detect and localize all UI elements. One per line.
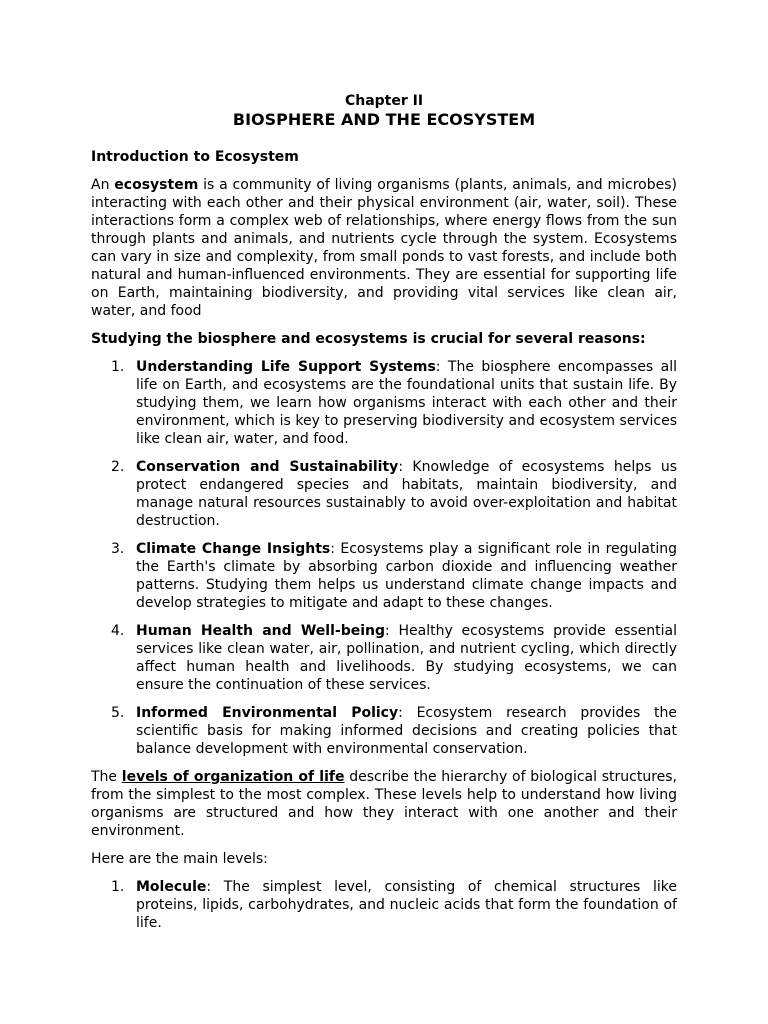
- list-item-title: Climate Change Insights: [136, 541, 331, 557]
- levels-paragraph: [91, 768, 677, 840]
- list-number: 1.: [111, 879, 125, 895]
- intro-term: ecosystem: [114, 177, 199, 193]
- list-item-text: : Ecosystem research provides the scientific basis for making informed decisions and creating policies that balance development with environmental conservation.: [136, 705, 677, 757]
- list-item: [91, 622, 677, 694]
- list-item-title: Conservation and Sustainability: [136, 459, 399, 475]
- list-item: [91, 878, 677, 932]
- list-item-text: : Healthy ecosystems provide essential services like clean water, air, pollination, and nutrient cycling, which directly affect human health and livelihoods. By studying ecosystems, we can ensure the continuation of these services.: [136, 623, 678, 693]
- list-number: 2.: [111, 459, 125, 475]
- levels-text-rest: describe the hierarchy of biological structures, from the simplest to the most complex. These levels help to understand how living organisms are structured and how they interact with one another and their environment.: [91, 769, 678, 839]
- list-number: 4.: [111, 623, 125, 639]
- levels-term: levels of organization of life: [121, 769, 345, 785]
- levels-text-start: The: [91, 769, 122, 785]
- list-item-text: : The simplest level, consisting of chemical structures like proteins, lipids, carbohydrates, and nucleic acids that form the foundation of life.: [136, 879, 677, 931]
- list-item: [91, 358, 677, 448]
- list-number: 3.: [111, 541, 125, 557]
- list-number: 1.: [111, 359, 125, 375]
- list-item-text: : Knowledge of ecosystems helps us protect endangered species and habitats, maintain biodiversity, and manage natural resources sustainably to avoid over-exploitation and habitat destruction.: [136, 459, 677, 529]
- list-item-title: Human Health and Well-being: [136, 623, 386, 639]
- list-item: [91, 704, 677, 758]
- list-item-text: : Ecosystems play a significant role in regulating the Earth's climate by absorbing carbon dioxide and influencing weather patterns. Studying them helps us understand climate change impacts and develop strategies to mitigate and adapt to these changes.: [136, 541, 677, 611]
- list-item: [91, 458, 677, 530]
- intro-text-rest: is a community of living organisms (plants, animals, and microbes) interacting with each other and their physical environment (air, water, soil). These interactions form a complex web of relationships, where energy flows from the sun through plants and animals, and nutrients cycle through the system. Ecosystems can vary in size and complexity, from small ponds to vast forests, and include both natural and human-influenced environments. They are essential for supporting life on Earth, maintaining biodiversity, and providing vital services like clean air, water, and food: [91, 177, 678, 319]
- chapter-label: Chapter II: [344, 93, 424, 109]
- levels-list: [91, 878, 677, 932]
- intro-paragraph: [91, 176, 677, 320]
- reasons-heading: Studying the biosphere and ecosystems is crucial for several reasons:: [91, 331, 646, 347]
- list-number: 5.: [111, 705, 125, 721]
- intro-text-start: An: [91, 177, 115, 193]
- page-content: [91, 92, 677, 942]
- list-item-title: Understanding Life Support Systems: [136, 359, 436, 375]
- reasons-list: [91, 358, 677, 758]
- list-item-title: Informed Environmental Policy: [136, 705, 399, 721]
- list-item-title: Molecule: [136, 879, 207, 895]
- chapter-title: BIOSPHERE AND THE ECOSYSTEM: [232, 110, 536, 129]
- intro-heading: Introduction to Ecosystem: [91, 149, 299, 165]
- list-item-text: : The biosphere encompasses all life on Earth, and ecosystems are the foundational units that sustain life. By studying them, we learn how organisms interact with each other and their environment, which is key to preserving biodiversity and ecosystem services like clean air, water, and food.: [136, 359, 677, 447]
- levels-lead: Here are the main levels:: [91, 851, 268, 867]
- list-item: [91, 540, 677, 612]
